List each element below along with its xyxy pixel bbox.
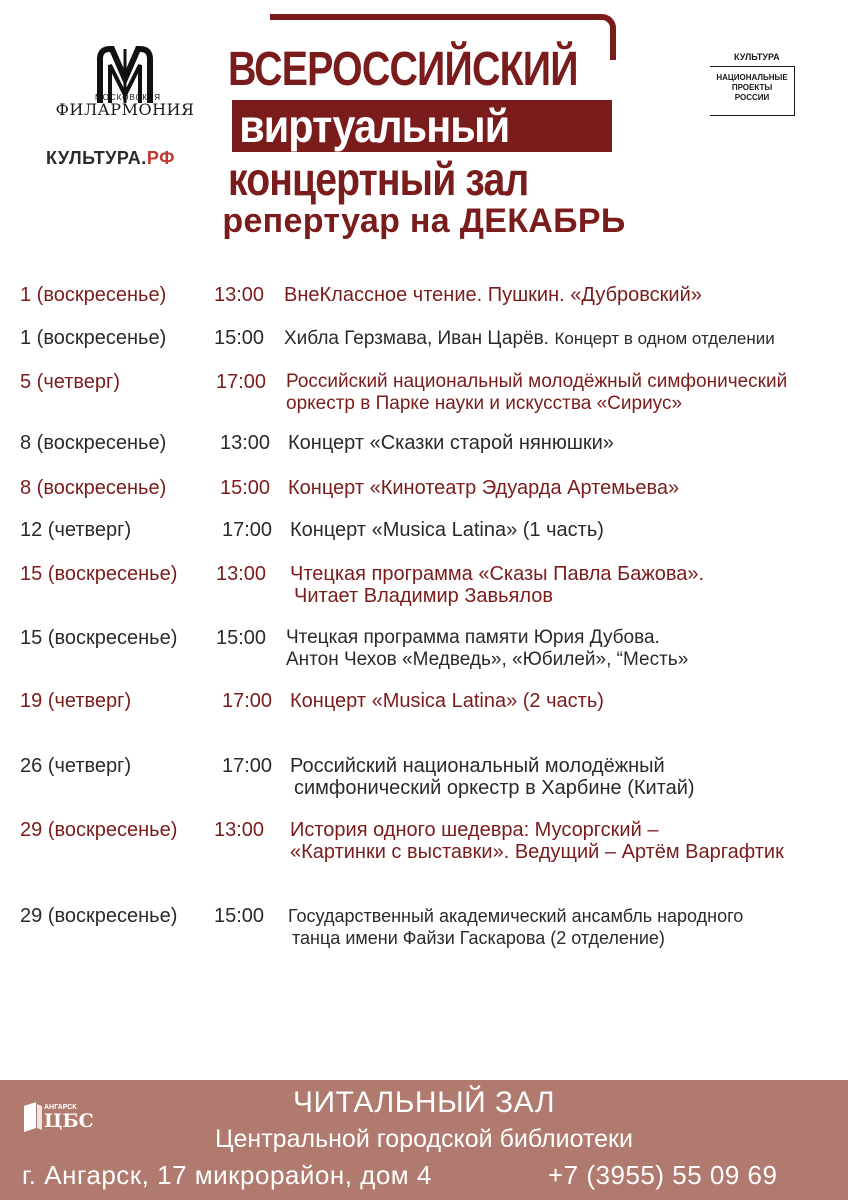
- event-title-line-1: Хибла Герзмава, Иван Царёв.: [284, 328, 549, 349]
- natproj-line-1: НАЦИОНАЛЬНЫЕ: [716, 73, 788, 82]
- kultura-rf-suffix: РФ: [146, 148, 175, 168]
- event-time: 17:00: [222, 519, 273, 541]
- event-title-line-1: Концерт «Кинотеатр Эдуарда Артемьева»: [288, 477, 680, 499]
- event-title-line-2: танца имени Файзи Гаскарова (2 отделение): [292, 928, 665, 948]
- event-title: [288, 905, 743, 949]
- title-line-3: концертный зал: [228, 153, 529, 205]
- event-time: 17:00: [222, 755, 273, 777]
- library-address: г. Ангарск, 17 микрорайон, дом 4: [22, 1160, 432, 1190]
- title-line-2: виртуальный: [239, 100, 510, 152]
- national-projects-logo: [700, 48, 800, 120]
- event-title: [290, 519, 604, 541]
- event-title: [288, 432, 614, 454]
- event-title-line-1: История одного шедевра: Мусоргский –: [290, 819, 659, 841]
- event-date: 15 (воскресенье): [20, 627, 178, 649]
- philharmonia-top-label: МОСКОВСКАЯ: [95, 93, 162, 102]
- philharmonia-name: ФИЛАРМОНИЯ: [55, 100, 195, 119]
- event-title-line-1: Российский национальный молодёжный симфонический: [286, 371, 788, 392]
- natproj-line-3: РОССИИ: [734, 93, 770, 102]
- event-title-line-1: Чтецкая программа «Сказы Павла Бажова».: [290, 563, 705, 585]
- natproj-top-label: КУЛЬТУРА: [734, 52, 780, 62]
- event-date: 1 (воскресенье): [20, 284, 167, 306]
- event-date: 26 (четверг): [20, 755, 132, 777]
- event-date: 1 (воскресенье): [20, 327, 167, 349]
- event-time: 13:00: [220, 432, 271, 454]
- event-date: 15 (воскресенье): [20, 563, 178, 585]
- event-date: 5 (четверг): [20, 371, 120, 393]
- event-date: 19 (четверг): [20, 690, 132, 712]
- event-title-line-1: Концерт «Сказки старой нянюшки»: [288, 432, 614, 454]
- event-title-line-2: симфонический оркестр в Харбине (Китай): [294, 777, 695, 799]
- event-title: [286, 371, 787, 415]
- event-time: 15:00: [214, 327, 265, 349]
- event-title: [290, 755, 695, 799]
- event-date: 29 (воскресенье): [20, 905, 178, 927]
- event-title: [286, 627, 688, 671]
- reading-hall-title: ЧИТАЛЬНЫЙ ЗАЛ: [292, 1086, 556, 1119]
- poster-header: [0, 0, 848, 205]
- event-time: 15:00: [214, 905, 265, 927]
- library-phone: +7 (3955) 55 09 69: [548, 1160, 778, 1190]
- event-time: 15:00: [220, 477, 271, 499]
- event-title-line-2: «Картинки с выставки». Ведущий – Артём Варгафтик: [290, 841, 784, 863]
- event-title-line-1: Чтецкая программа памяти Юрия Дубова.: [286, 627, 660, 648]
- event-title: [290, 690, 604, 712]
- event-title: [284, 327, 775, 350]
- event-title-line-1: Концерт «Musica Latina» (2 часть): [290, 690, 604, 712]
- kultura-rf-main: КУЛЬТУРА.: [46, 148, 147, 168]
- event-title-line-1: Концерт «Musica Latina» (1 часть): [290, 519, 604, 541]
- repertoire-subtitle: репертуар на ДЕКАБРЬ: [222, 202, 626, 240]
- event-title: [290, 563, 704, 607]
- event-time: 15:00: [216, 627, 267, 649]
- event-date: 8 (воскресенье): [20, 477, 167, 499]
- title-line-1: ВСЕРОССИЙСКИЙ: [228, 43, 578, 96]
- event-title-line-2: Читает Владимир Завьялов: [294, 585, 554, 607]
- natproj-line-2: ПРОЕКТЫ: [731, 83, 773, 92]
- event-date: 29 (воскресенье): [20, 819, 178, 841]
- title-line-2-band: [232, 100, 612, 152]
- library-name: Центральной городской библиотеки: [215, 1125, 633, 1153]
- event-date: 12 (четверг): [20, 519, 132, 541]
- event-title: [290, 819, 784, 863]
- event-time: 13:00: [214, 284, 265, 306]
- event-title: [288, 477, 679, 499]
- event-title-line-1: Российский национальный молодёжный: [290, 755, 665, 777]
- event-title-line-2: Антон Чехов «Медведь», «Юбилей», “Месть»: [286, 649, 689, 670]
- event-time: 13:00: [216, 563, 267, 585]
- event-date: 8 (воскресенье): [20, 432, 167, 454]
- event-title-line-1: Государственный академический ансамбль народного: [288, 906, 744, 926]
- cbs-logo-city: АНГАРСК: [44, 1104, 77, 1111]
- event-title: [284, 284, 702, 306]
- event-title-line-2: оркестр в Парке науки и искусства «Сириус»: [286, 393, 683, 414]
- event-time: 17:00: [216, 371, 267, 393]
- library-footer: [0, 1080, 848, 1200]
- virtual-concert-hall-title: [228, 20, 620, 205]
- event-time: 17:00: [222, 690, 273, 712]
- event-time: 13:00: [214, 819, 265, 841]
- event-title-line-1: ВнеКлассное чтение. Пушкин. «Дубровский»: [284, 284, 702, 306]
- kultura-rf-logo: [46, 148, 175, 169]
- cbs-logo-name: ЦБС: [44, 1110, 94, 1132]
- natproj-text: [714, 73, 790, 103]
- moscow-philharmonia-logo: [55, 45, 195, 119]
- event-title-note: Концерт в одном отделении: [554, 329, 775, 348]
